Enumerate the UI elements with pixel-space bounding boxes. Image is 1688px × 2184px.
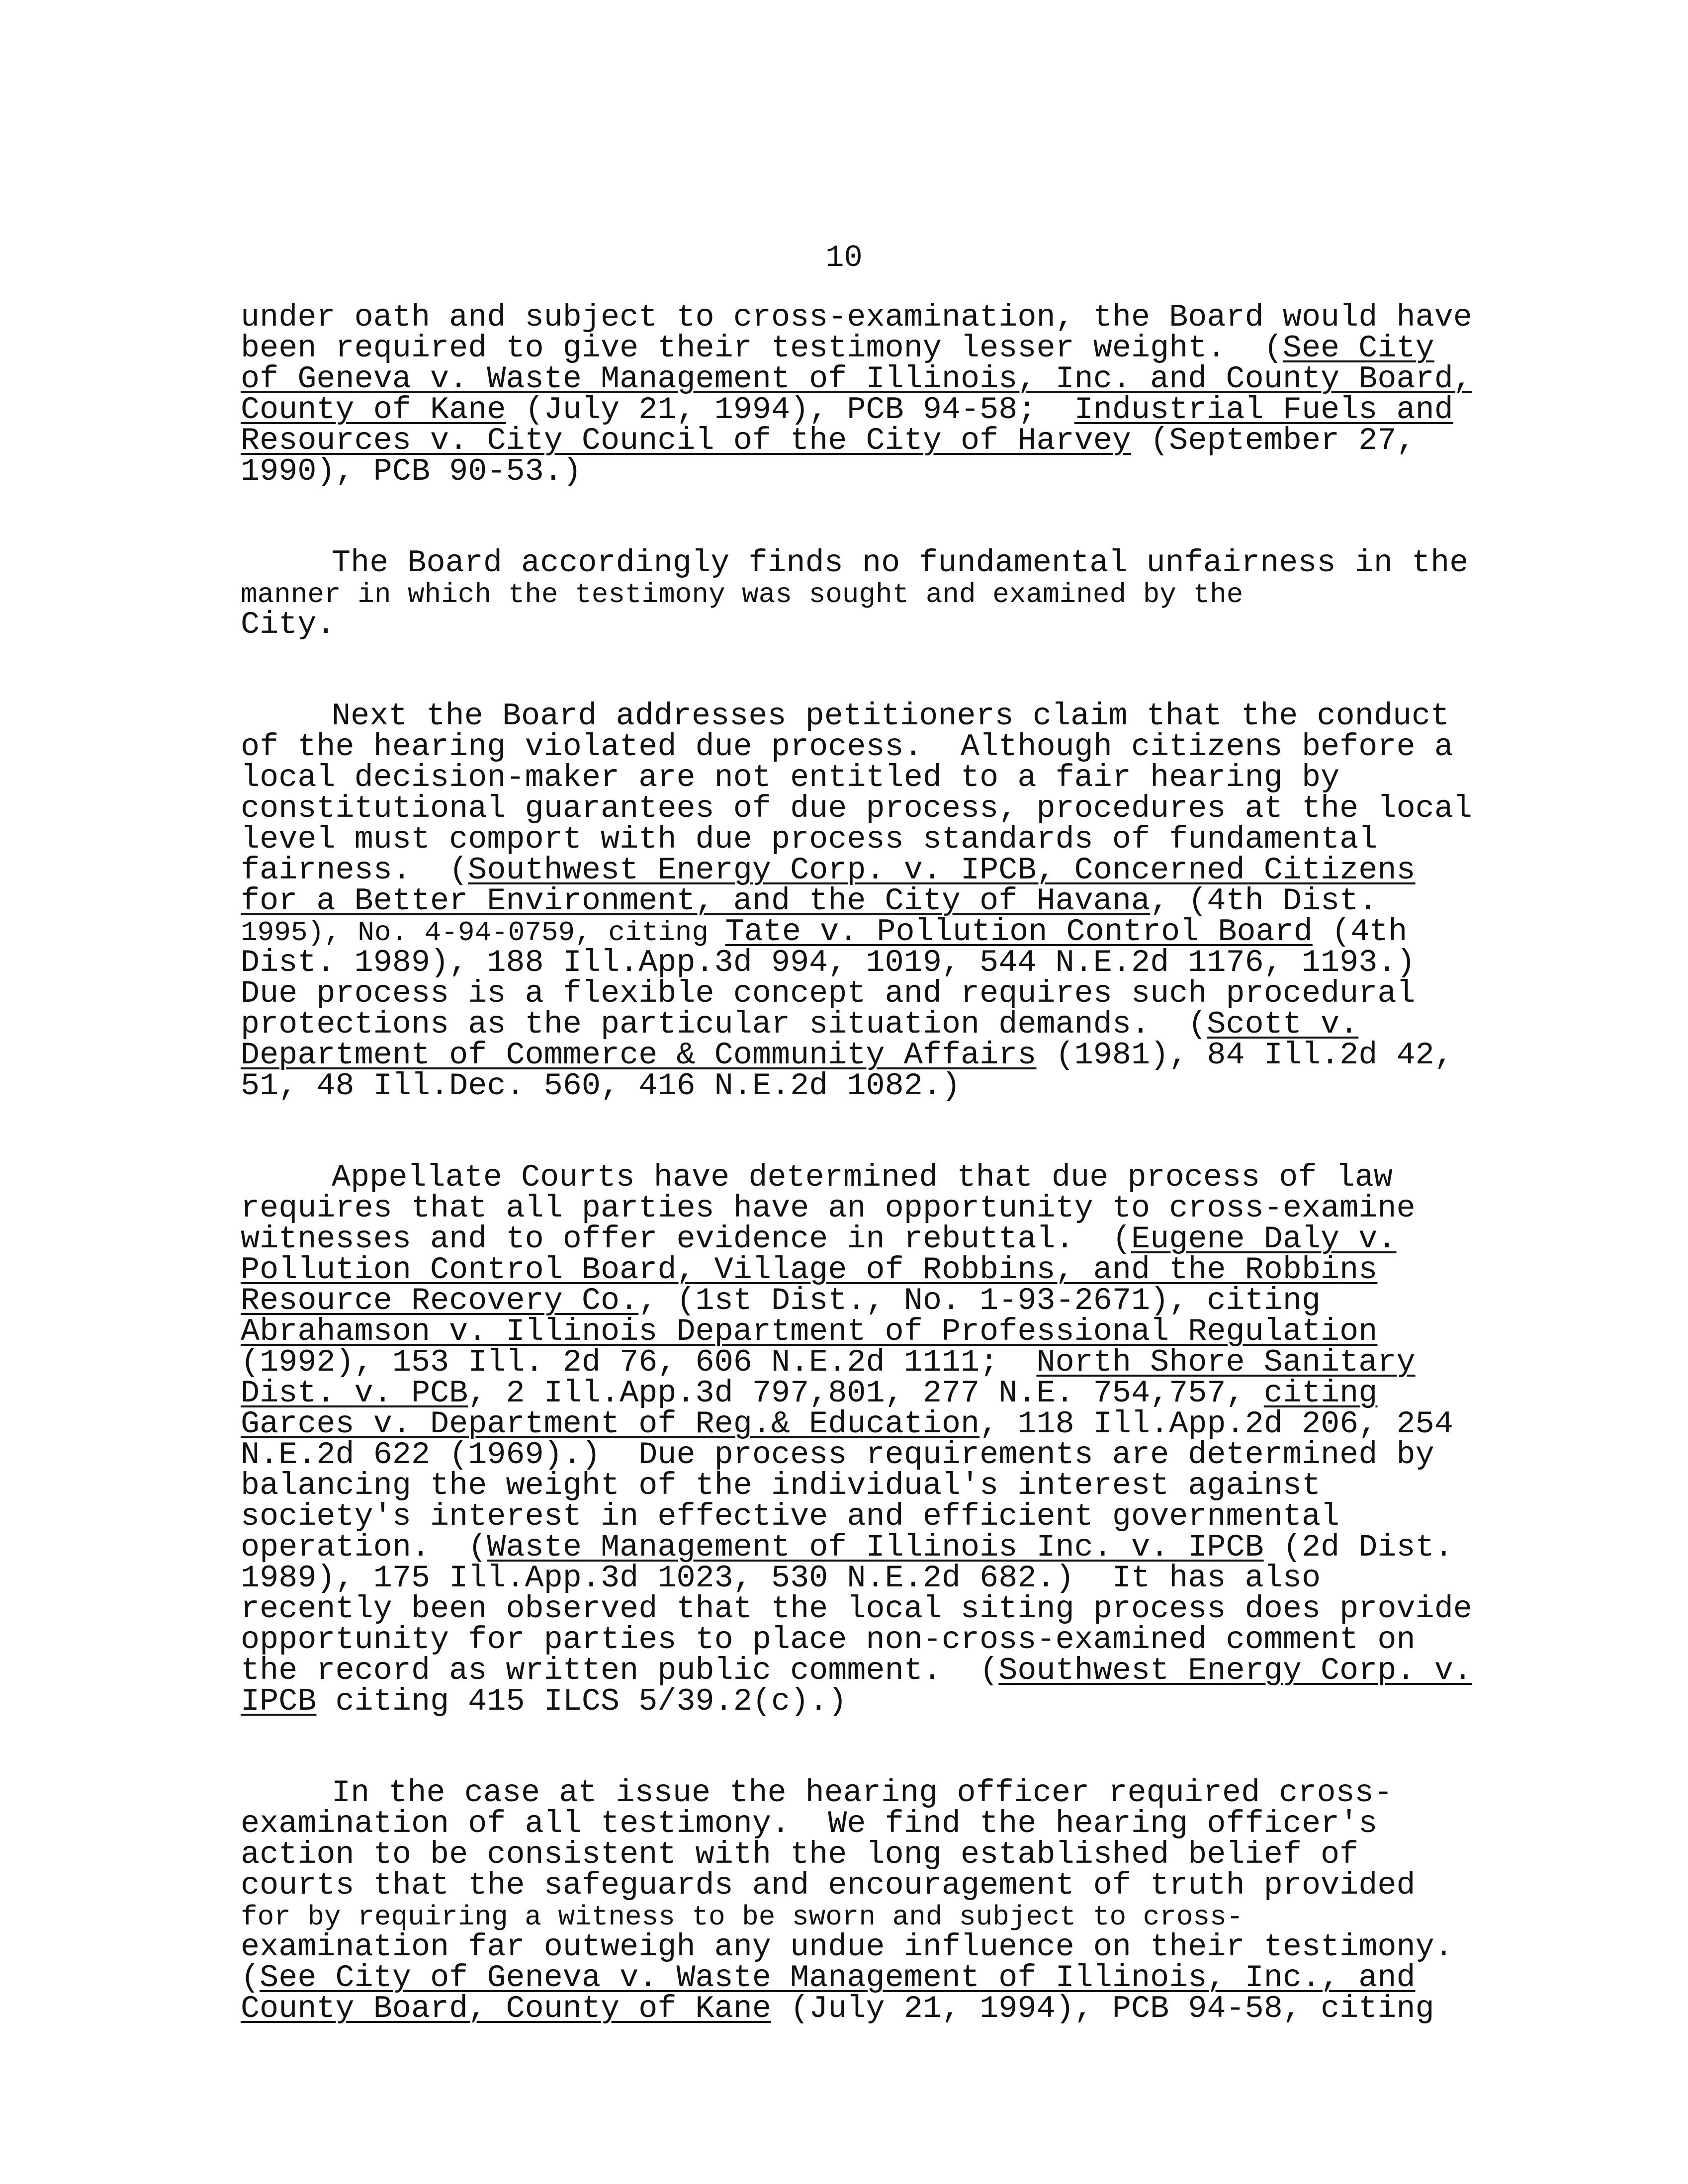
text-run: opportunity for parties to place non-cross-examined comment on	[241, 1622, 1416, 1658]
text-run: courts that the safeguards and encouragement of truth provided	[241, 1868, 1416, 1904]
text-line	[241, 729, 1474, 765]
text-run: local decision-maker are not entitled to a fair hearing by	[241, 760, 1340, 796]
case-citation: Abrahamson v. Illinois Department of Professional Regulation	[241, 1314, 1378, 1350]
case-citation: Garces v. Department of Reg.& Education	[241, 1406, 980, 1442]
text-line	[241, 1806, 1474, 1842]
text-run: witnesses and to offer evidence in rebuttal. (	[241, 1222, 1131, 1257]
case-citation: Pollution Control Board, Village of Robbins, and the Robbins	[241, 1252, 1378, 1288]
text-run: (2d Dist.	[1263, 1530, 1453, 1566]
text-line	[241, 976, 1474, 1012]
text-run: recently been observed that the local siting process does provide	[241, 1591, 1472, 1627]
text-line	[241, 1378, 1474, 1409]
text-run: requires that all parties have an opportunity to cross-examine	[241, 1191, 1416, 1226]
text-line	[241, 607, 1474, 643]
case-citation: Southwest Energy Corp. v. IPCB, Concerned Citizens	[468, 853, 1416, 888]
text-line	[241, 1591, 1474, 1627]
text-line	[241, 1530, 1474, 1566]
text-line	[241, 1283, 1474, 1319]
paragraph	[241, 1160, 1474, 1720]
case-citation: County Board, County of Kane	[241, 1991, 771, 2027]
text-line	[241, 883, 1474, 919]
text-line	[241, 300, 1474, 336]
text-run: 1989), 175 Ill.App.3d 1023, 530 N.E.2d 682.) It has also	[241, 1561, 1321, 1596]
case-citation: County of Kane	[241, 392, 506, 428]
text-line	[241, 1775, 1474, 1811]
text-line	[241, 822, 1474, 858]
text-line	[241, 945, 1474, 981]
page-number: 10	[825, 240, 863, 275]
text-line	[241, 333, 1474, 364]
text-line	[241, 1193, 1474, 1224]
case-citation: Dist. v. PCB	[241, 1376, 468, 1411]
text-run: The Board accordingly finds no fundamental unfairness in the	[332, 545, 1469, 581]
text-line	[241, 361, 1474, 397]
case-citation: Resource Recovery Co.	[241, 1283, 639, 1319]
text-line	[241, 1960, 1474, 1996]
case-citation: North Shore Sanitary	[1036, 1345, 1416, 1381]
text-line	[241, 579, 1474, 610]
case-citation: IPCB	[241, 1684, 317, 1720]
text-line	[241, 1224, 1474, 1255]
text-line	[241, 1068, 1474, 1104]
text-line	[241, 392, 1474, 428]
text-run: , 2 Ill.App.3d 797,801, 277 N.E. 754,757,	[468, 1376, 1264, 1411]
paragraph	[241, 300, 1474, 490]
text-line	[241, 1653, 1474, 1689]
text-line	[241, 1563, 1474, 1594]
text-line	[241, 760, 1474, 796]
text-run: examination of all testimony. We find the hearing officer's	[241, 1806, 1378, 1842]
text-run: 1995), No. 4-94-0759, citing	[241, 917, 725, 949]
text-line	[241, 1622, 1474, 1658]
text-run: examination far outweigh any undue influence on their testimony.	[241, 1929, 1453, 1965]
text-run: (	[241, 1960, 260, 1996]
text-run: Appellate Courts have determined that due process of law	[332, 1160, 1393, 1196]
case-citation: for a Better Environment, and the City of Havana	[241, 883, 1151, 919]
text-run: under oath and subject to cross-examination, the Board would have	[241, 300, 1472, 336]
text-run: N.E.2d 622 (1969).) Due process requirements are determined by	[241, 1437, 1434, 1473]
text-run: Next the Board addresses petitioners claim that the conduct	[332, 699, 1450, 734]
case-citation: Resources v. City Council of the City of Harvey	[241, 423, 1131, 459]
paragraph	[241, 545, 1474, 643]
text-run: Dist. 1989), 188 Ill.App.3d 994, 1019, 544 N.E.2d 1176, 1193.)	[241, 945, 1416, 981]
case-citation: Department of Commerce & Community Affairs	[241, 1038, 1037, 1073]
text-run: (1981), 84 Ill.2d 42,	[1036, 1038, 1453, 1073]
text-run: constitutional guarantees of due process, procedures at the local	[241, 791, 1472, 827]
text-run: 1990), PCB 90-53.)	[241, 454, 582, 490]
text-line	[241, 791, 1474, 827]
text-run: (1992), 153 Ill. 2d 76, 606 N.E.2d 1111;	[241, 1345, 1037, 1381]
text-line	[241, 1901, 1474, 1932]
case-citation: Industrial Fuels and	[1074, 392, 1453, 428]
text-run: for by requiring a witness to be sworn and subject to cross-	[241, 1901, 1244, 1933]
text-run: society's interest in effective and efficient governmental	[241, 1499, 1340, 1535]
text-run: (July 21, 1994), PCB 94-58;	[506, 392, 1074, 428]
case-citation: Southwest Energy Corp. v.	[998, 1653, 1472, 1689]
case-citation: of Geneva v. Waste Management of Illinois, Inc. and County Board,	[241, 361, 1472, 397]
case-citation: citing	[1263, 1376, 1378, 1411]
case-citation: Scott v.	[1207, 1007, 1359, 1043]
text-line	[241, 1868, 1474, 1904]
text-run: (September 27,	[1131, 423, 1416, 459]
text-run: level must comport with due process standards of fundamental	[241, 822, 1378, 858]
text-run: action to be consistent with the long established belief of	[241, 1837, 1359, 1873]
text-run: City.	[241, 607, 336, 643]
text-run: protections as the particular situation demands. (	[241, 1007, 1207, 1043]
document-body	[241, 302, 1474, 2085]
text-line	[241, 855, 1474, 886]
text-run: of the hearing violated due process. Although citizens before a	[241, 729, 1453, 765]
text-run: balancing the weight of the individual's interest against	[241, 1468, 1321, 1504]
case-citation: Eugene Daly v.	[1131, 1222, 1397, 1257]
text-line	[241, 423, 1474, 459]
case-citation: Waste Management of Illinois Inc. v. IPCB	[487, 1530, 1264, 1566]
text-run: the record as written public comment. (	[241, 1653, 999, 1689]
text-run: (July 21, 1994), PCB 94-58, citing	[771, 1991, 1434, 2027]
text-line	[241, 701, 1474, 732]
text-run: manner in which the testimony was sought and examined by the	[241, 579, 1244, 611]
text-line	[241, 1252, 1474, 1288]
text-line	[241, 1345, 1474, 1381]
text-line	[241, 1314, 1474, 1350]
paragraph	[241, 1775, 1474, 2027]
text-run: In the case at issue the hearing officer required cross-	[332, 1775, 1393, 1811]
text-line	[241, 1929, 1474, 1965]
text-run: operation. (	[241, 1530, 487, 1566]
case-citation: Tate v. Pollution Control Board	[725, 914, 1313, 950]
text-run: 51, 48 Ill.Dec. 560, 416 N.E.2d 1082.)	[241, 1068, 961, 1104]
text-run: citing 415 ILCS 5/39.2(c).)	[316, 1684, 847, 1720]
case-citation: See City of Geneva v. Waste Management of Illinois, Inc., and	[260, 1960, 1416, 1996]
text-line	[241, 1007, 1474, 1043]
text-line	[241, 1499, 1474, 1535]
text-run: been required to give their testimony lesser weight. (	[241, 331, 1283, 366]
text-line	[241, 454, 1474, 490]
text-line	[241, 1040, 1474, 1071]
text-line	[241, 1160, 1474, 1196]
text-line	[241, 1837, 1474, 1873]
text-line	[241, 1991, 1474, 2027]
text-run: , 118 Ill.App.2d 206, 254	[979, 1406, 1453, 1442]
text-run: (4th	[1312, 914, 1408, 950]
text-run: Due process is a flexible concept and requires such procedural	[241, 976, 1416, 1012]
text-line	[241, 1437, 1474, 1473]
text-line	[241, 1406, 1474, 1442]
case-citation: See City	[1282, 331, 1434, 366]
paragraph	[241, 701, 1474, 1102]
text-line	[241, 545, 1474, 581]
text-line	[241, 1468, 1474, 1504]
text-line	[241, 914, 1474, 950]
text-run: , (4th Dist.	[1150, 883, 1378, 919]
text-line	[241, 1684, 1474, 1720]
text-run: , (1st Dist., No. 1-93-2671), citing	[638, 1283, 1321, 1319]
text-run: fairness. (	[241, 853, 468, 888]
